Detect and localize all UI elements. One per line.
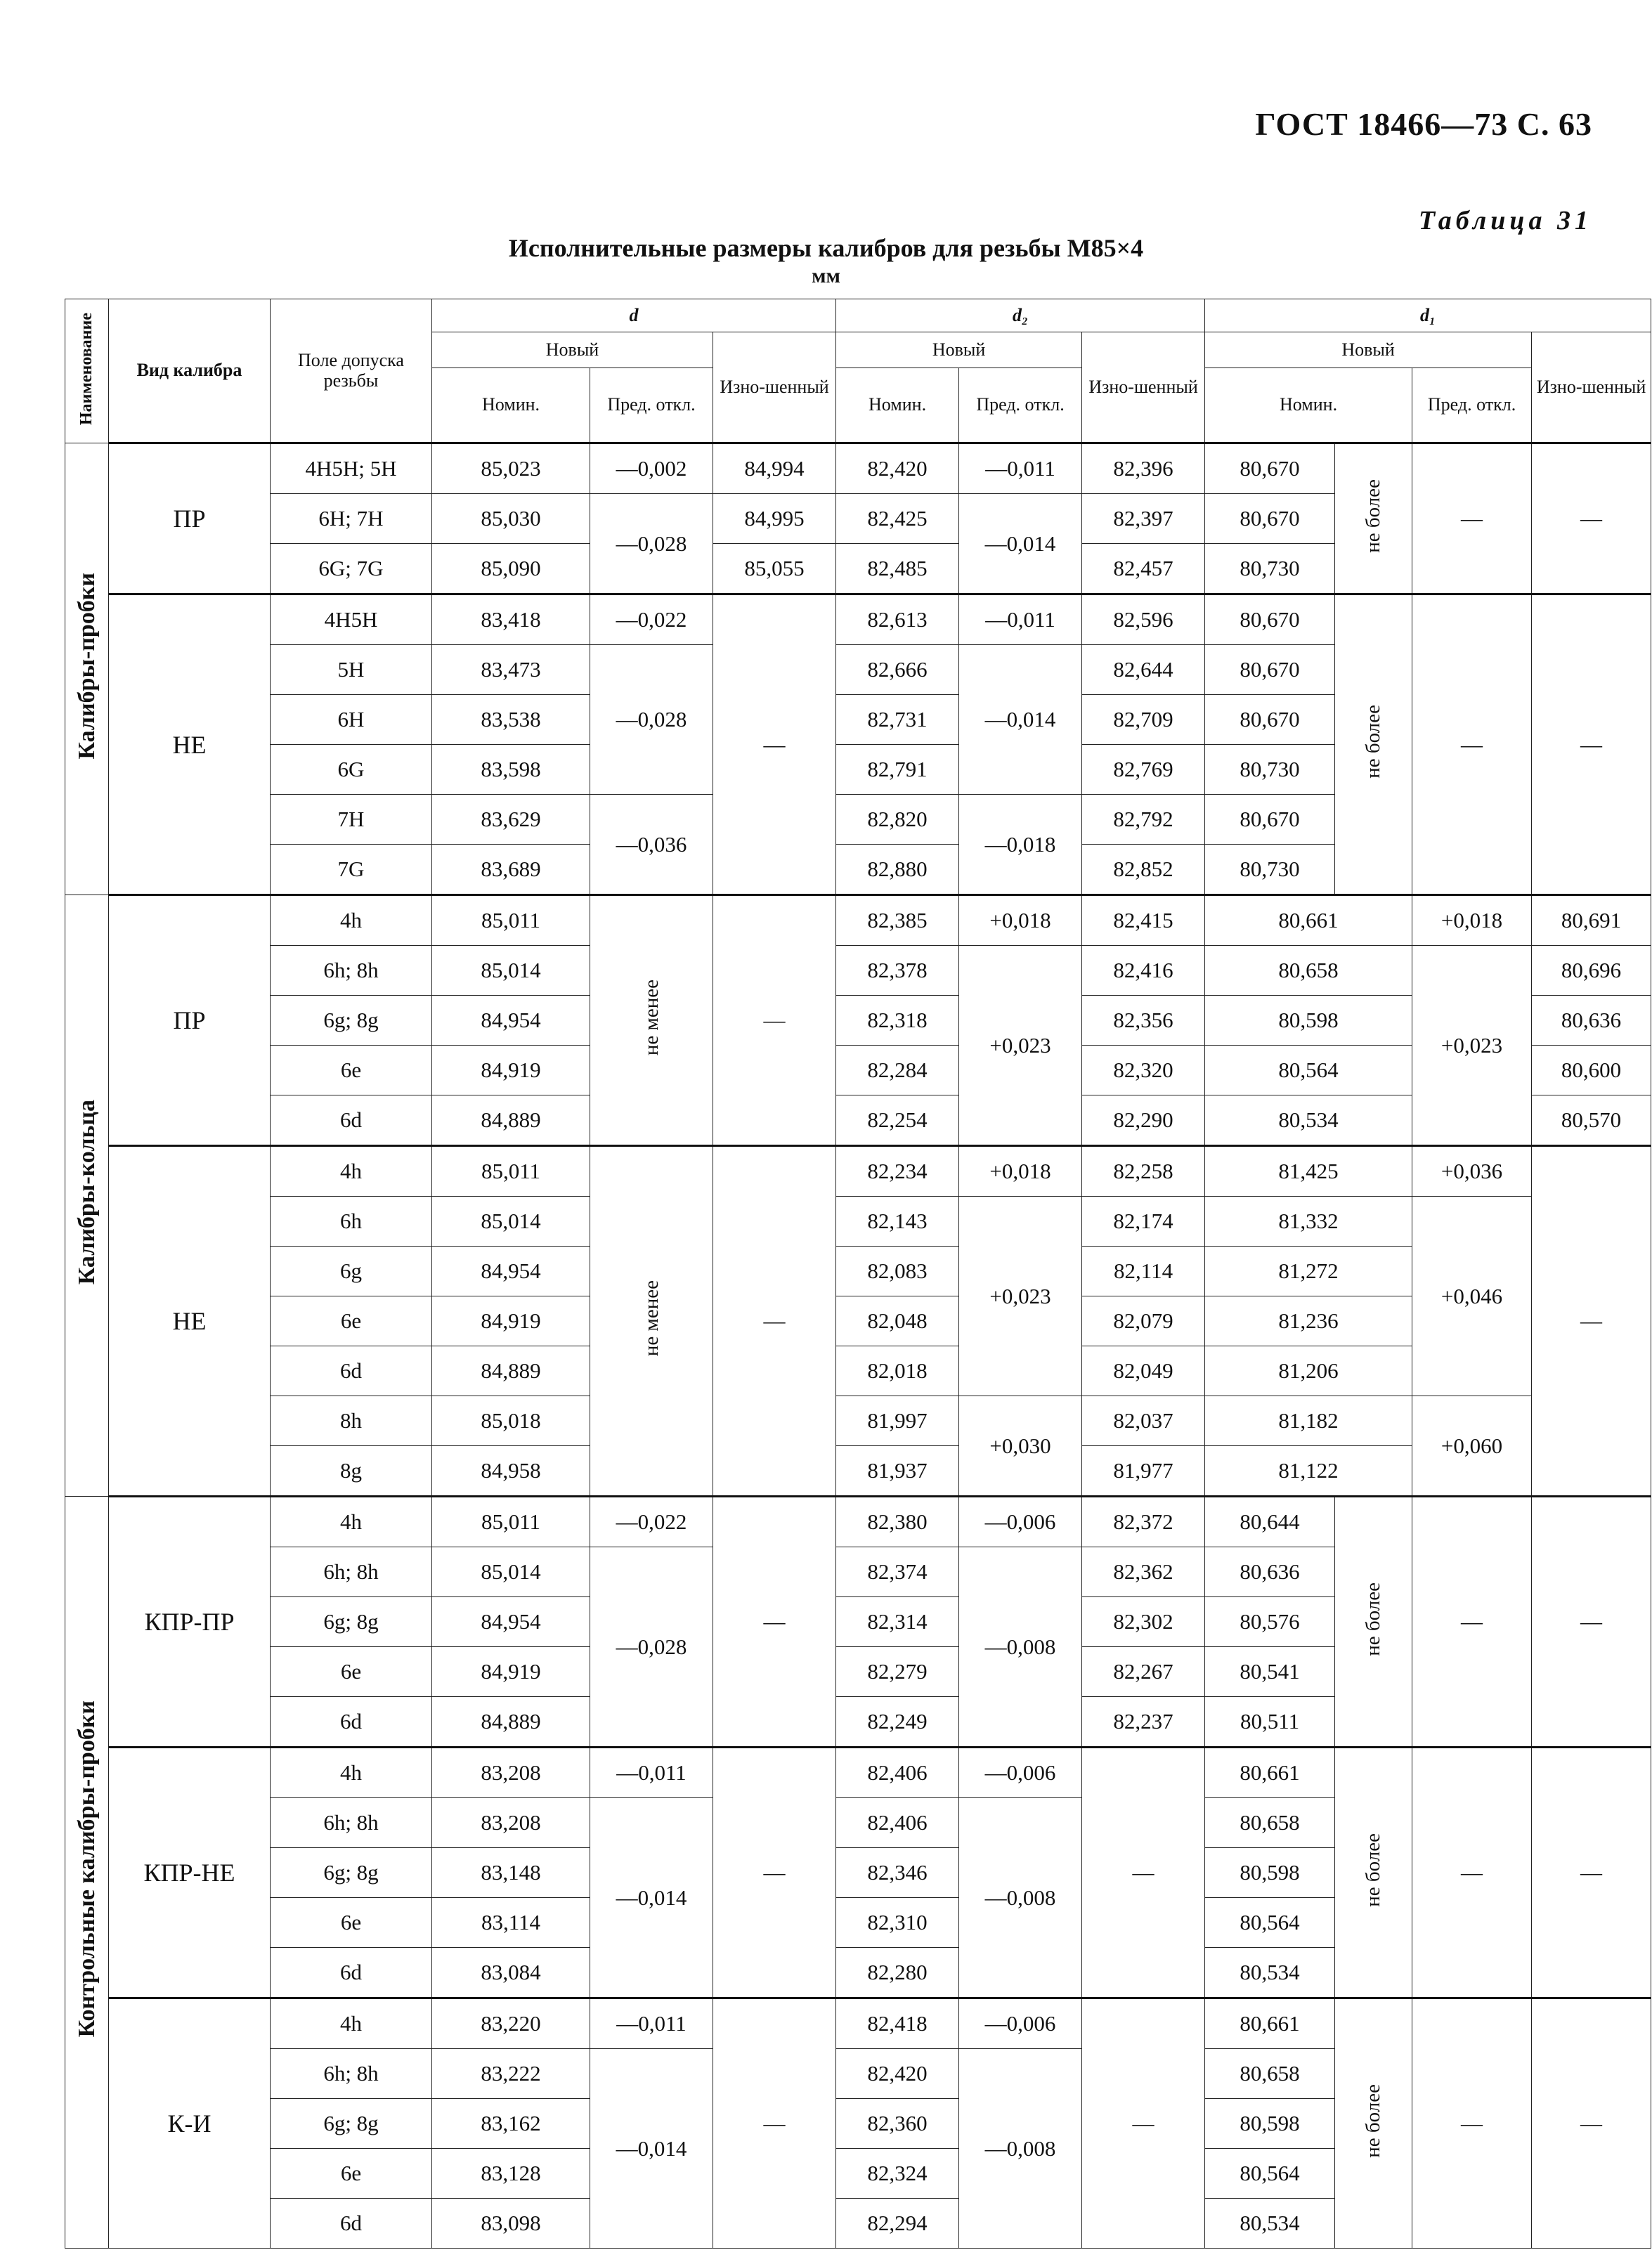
d2-worn: 82,769 xyxy=(1082,745,1205,795)
d-deviation: —0,014 xyxy=(590,2049,713,2249)
d2-worn: 82,709 xyxy=(1082,695,1205,745)
d2-nominal: 82,318 xyxy=(836,996,959,1046)
tolerance-cell: 4h xyxy=(271,1998,432,2049)
d2-nominal: 82,880 xyxy=(836,845,959,895)
table-row xyxy=(65,1748,1651,1798)
d1-worn: 80,570 xyxy=(1532,1095,1651,1146)
d1-nominal: 80,670 xyxy=(1205,695,1335,745)
d2-worn: 82,362 xyxy=(1082,1547,1205,1597)
d2-nominal: 82,406 xyxy=(836,1798,959,1848)
header-d1-deviation: Пред. откл. xyxy=(1412,368,1532,443)
d-nominal: 85,011 xyxy=(432,895,590,946)
d2-deviation: —0,014 xyxy=(959,494,1082,594)
table-row xyxy=(65,1998,1651,2049)
table-unit: мм xyxy=(812,264,840,287)
d2-worn: 82,415 xyxy=(1082,895,1205,946)
d1-nominal: 81,332 xyxy=(1205,1197,1412,1247)
d2-worn: 82,792 xyxy=(1082,795,1205,845)
d2-worn: 82,397 xyxy=(1082,494,1205,544)
tolerance-cell: 6e xyxy=(271,1898,432,1948)
d2-nominal: 82,360 xyxy=(836,2099,959,2149)
d1-nominal: 80,564 xyxy=(1205,2149,1335,2199)
tolerance-cell: 6e xyxy=(271,2149,432,2199)
d2-nominal: 82,083 xyxy=(836,1247,959,1296)
d1-deviation: — xyxy=(1412,443,1532,594)
d-worn: 84,994 xyxy=(713,443,836,494)
table-row xyxy=(65,946,1651,996)
d1-nominal: 81,206 xyxy=(1205,1346,1412,1396)
d-nominal: 83,689 xyxy=(432,845,590,895)
d2-nominal: 82,406 xyxy=(836,1748,959,1798)
d2-worn: — xyxy=(1082,1998,1205,2249)
d2-worn: 82,372 xyxy=(1082,1497,1205,1547)
tolerance-cell: 6G; 7G xyxy=(271,544,432,594)
d1-nominal: 80,670 xyxy=(1205,443,1335,494)
d2-nominal: 82,791 xyxy=(836,745,959,795)
d1-note: не более xyxy=(1335,1497,1412,1748)
d2-deviation: —0,018 xyxy=(959,795,1082,895)
d1-worn: — xyxy=(1532,1497,1651,1748)
header-d-worn: Изно-шенный xyxy=(713,332,836,443)
d2-nominal: 82,820 xyxy=(836,795,959,845)
d1-note: не более xyxy=(1335,594,1412,895)
d2-deviation: —0,008 xyxy=(959,1547,1082,1748)
tolerance-cell: 6g; 8g xyxy=(271,1597,432,1647)
d1-nominal: 81,182 xyxy=(1205,1396,1412,1446)
table-title xyxy=(0,233,1652,288)
d2-nominal: 82,378 xyxy=(836,946,959,996)
d2-worn: 82,258 xyxy=(1082,1146,1205,1197)
d-nominal: 84,954 xyxy=(432,1247,590,1296)
d1-nominal: 80,534 xyxy=(1205,2199,1335,2249)
group-label: Контрольные калибры-пробки xyxy=(65,1497,109,2249)
d2-deviation: —0,014 xyxy=(959,645,1082,795)
d2-nominal: 82,284 xyxy=(836,1046,959,1095)
d2-worn: 82,302 xyxy=(1082,1597,1205,1647)
kind-label: НЕ xyxy=(109,594,271,895)
d2-worn: 82,852 xyxy=(1082,845,1205,895)
header-kind: Вид калибра xyxy=(109,299,271,443)
page-header: ГОСТ 18466—73 С. 63 xyxy=(1255,106,1592,142)
tolerance-cell: 6d xyxy=(271,1095,432,1146)
d-deviation: —0,036 xyxy=(590,795,713,895)
d1-nominal: 80,644 xyxy=(1205,1497,1335,1547)
d2-deviation: —0,006 xyxy=(959,1748,1082,1798)
d1-deviation: — xyxy=(1412,594,1532,895)
d2-nominal: 82,234 xyxy=(836,1146,959,1197)
d1-nominal: 80,670 xyxy=(1205,645,1335,695)
d2-worn: 82,457 xyxy=(1082,544,1205,594)
d2-nominal: 81,997 xyxy=(836,1396,959,1446)
d2-deviation: +0,023 xyxy=(959,1197,1082,1396)
d1-worn: 80,636 xyxy=(1532,996,1651,1046)
d2-worn: 82,644 xyxy=(1082,645,1205,695)
tolerance-cell: 4h xyxy=(271,895,432,946)
kind-label: КПР-ПР xyxy=(109,1497,271,1748)
d2-nominal: 82,324 xyxy=(836,2149,959,2199)
d1-nominal: 81,272 xyxy=(1205,1247,1412,1296)
calibers-table xyxy=(65,299,1651,2249)
d1-deviation: — xyxy=(1412,1497,1532,1748)
d1-worn: 80,691 xyxy=(1532,895,1651,946)
kind-label: ПР xyxy=(109,895,271,1146)
d2-nominal: 82,280 xyxy=(836,1948,959,1998)
d1-nominal: 80,730 xyxy=(1205,544,1335,594)
d2-nominal: 82,420 xyxy=(836,443,959,494)
d2-deviation: —0,011 xyxy=(959,443,1082,494)
d2-worn: 81,977 xyxy=(1082,1446,1205,1497)
d-nominal: 83,084 xyxy=(432,1948,590,1998)
d2-worn: — xyxy=(1082,1748,1205,1998)
d-nominal: 84,954 xyxy=(432,1597,590,1647)
tolerance-cell: 7H xyxy=(271,795,432,845)
header-d1-nominal: Номин. xyxy=(1205,368,1412,443)
d1-note: не более xyxy=(1335,1998,1412,2249)
header-tolerance: Поле допуска резьбы xyxy=(271,299,432,443)
d2-worn: 82,416 xyxy=(1082,946,1205,996)
d1-nominal: 80,661 xyxy=(1205,895,1412,946)
d1-nominal: 80,598 xyxy=(1205,1848,1335,1898)
d-nominal: 83,162 xyxy=(432,2099,590,2149)
tolerance-cell: 6h xyxy=(271,1197,432,1247)
d2-worn: 82,237 xyxy=(1082,1697,1205,1748)
kind-label: К-И xyxy=(109,1998,271,2249)
d1-nominal: 81,236 xyxy=(1205,1296,1412,1346)
d1-worn: 80,696 xyxy=(1532,946,1651,996)
tolerance-cell: 6g; 8g xyxy=(271,2099,432,2149)
d-nominal: 85,023 xyxy=(432,443,590,494)
d2-nominal: 82,279 xyxy=(836,1647,959,1697)
kind-label: ПР xyxy=(109,443,271,594)
d-nominal: 83,114 xyxy=(432,1898,590,1948)
d1-worn: — xyxy=(1532,594,1651,895)
d2-nominal: 82,666 xyxy=(836,645,959,695)
group-label: Калибры-пробки xyxy=(65,443,109,895)
d1-worn: 80,600 xyxy=(1532,1046,1651,1095)
d-deviation: —0,002 xyxy=(590,443,713,494)
d2-nominal: 82,249 xyxy=(836,1697,959,1748)
header-d1: d₁ xyxy=(1205,299,1651,332)
d2-nominal: 82,425 xyxy=(836,494,959,544)
d2-nominal: 82,310 xyxy=(836,1898,959,1948)
d-nominal: 84,954 xyxy=(432,996,590,1046)
d2-deviation: —0,006 xyxy=(959,1497,1082,1547)
d2-worn: 82,396 xyxy=(1082,443,1205,494)
table-row xyxy=(65,1396,1651,1446)
header-d2-deviation: Пред. откл. xyxy=(959,368,1082,443)
d2-nominal: 82,314 xyxy=(836,1597,959,1647)
d-note: не менее xyxy=(590,895,713,1146)
d-nominal: 85,018 xyxy=(432,1396,590,1446)
d-deviation: —0,028 xyxy=(590,645,713,795)
tolerance-cell: 6d xyxy=(271,2199,432,2249)
tolerance-cell: 8h xyxy=(271,1396,432,1446)
tolerance-cell: 6g; 8g xyxy=(271,996,432,1046)
d-worn: — xyxy=(713,594,836,895)
tolerance-cell: 4h xyxy=(271,1748,432,1798)
tolerance-cell: 4h xyxy=(271,1497,432,1547)
d2-nominal: 82,731 xyxy=(836,695,959,745)
d-worn: — xyxy=(713,1998,836,2249)
tolerance-cell: 6e xyxy=(271,1647,432,1697)
d-nominal: 83,128 xyxy=(432,2149,590,2199)
d1-nominal: 80,661 xyxy=(1205,1748,1335,1798)
d2-nominal: 82,418 xyxy=(836,1998,959,2049)
d1-deviation: — xyxy=(1412,1998,1532,2249)
header-d2: d₂ xyxy=(836,299,1205,332)
tolerance-cell: 6G xyxy=(271,745,432,795)
d1-note: не более xyxy=(1335,1748,1412,1998)
header-d: d xyxy=(432,299,836,332)
header-d2-worn: Изно-шенный xyxy=(1082,332,1205,443)
d-nominal: 83,208 xyxy=(432,1798,590,1848)
d-nominal: 83,473 xyxy=(432,645,590,695)
d-worn: 84,995 xyxy=(713,494,836,544)
d2-deviation: —0,011 xyxy=(959,594,1082,645)
tolerance-cell: 6h; 8h xyxy=(271,1547,432,1597)
d2-nominal: 82,143 xyxy=(836,1197,959,1247)
tolerance-cell: 6d xyxy=(271,1948,432,1998)
tolerance-cell: 6e xyxy=(271,1296,432,1346)
d1-deviation: +0,060 xyxy=(1412,1396,1532,1497)
d2-nominal: 81,937 xyxy=(836,1446,959,1497)
group-label: Калибры-кольца xyxy=(65,895,109,1497)
tolerance-cell: 6e xyxy=(271,1046,432,1095)
d2-nominal: 82,485 xyxy=(836,544,959,594)
header-d1-new: Новый xyxy=(1205,332,1532,368)
d-nominal: 83,418 xyxy=(432,594,590,645)
table-row xyxy=(65,443,1651,494)
d-deviation: —0,022 xyxy=(590,594,713,645)
header-d2-new: Новый xyxy=(836,332,1082,368)
d1-nominal: 80,670 xyxy=(1205,494,1335,544)
d-deviation: —0,028 xyxy=(590,1547,713,1748)
d1-nominal: 80,564 xyxy=(1205,1046,1412,1095)
tolerance-cell: 6h; 8h xyxy=(271,2049,432,2099)
table-row xyxy=(65,895,1651,946)
table-title-text: Исполнительные размеры калибров для резьбы М85×4 xyxy=(508,234,1144,262)
table-body xyxy=(65,443,1651,2249)
d-worn: — xyxy=(713,895,836,1146)
d2-worn: 82,079 xyxy=(1082,1296,1205,1346)
tolerance-cell: 6g xyxy=(271,1247,432,1296)
d-nominal: 83,538 xyxy=(432,695,590,745)
d1-nominal: 80,534 xyxy=(1205,1948,1335,1998)
d-note: не менее xyxy=(590,1146,713,1497)
d1-worn: — xyxy=(1532,443,1651,594)
d1-deviation: +0,046 xyxy=(1412,1197,1532,1396)
d2-nominal: 82,018 xyxy=(836,1346,959,1396)
tolerance-cell: 6d xyxy=(271,1346,432,1396)
d2-worn: 82,174 xyxy=(1082,1197,1205,1247)
d-deviation: —0,014 xyxy=(590,1798,713,1998)
d2-nominal: 82,254 xyxy=(836,1095,959,1146)
d1-nominal: 80,576 xyxy=(1205,1597,1335,1647)
d1-nominal: 80,658 xyxy=(1205,1798,1335,1848)
d-nominal: 83,148 xyxy=(432,1848,590,1898)
d2-nominal: 82,374 xyxy=(836,1547,959,1597)
d-nominal: 85,011 xyxy=(432,1497,590,1547)
d2-worn: 82,596 xyxy=(1082,594,1205,645)
d1-nominal: 80,730 xyxy=(1205,845,1335,895)
d-deviation: —0,028 xyxy=(590,494,713,594)
d-nominal: 85,030 xyxy=(432,494,590,544)
d1-deviation: — xyxy=(1412,1748,1532,1998)
d-nominal: 83,598 xyxy=(432,745,590,795)
d2-nominal: 82,294 xyxy=(836,2199,959,2249)
header-d2-nominal: Номин. xyxy=(836,368,959,443)
d1-nominal: 80,511 xyxy=(1205,1697,1335,1748)
d1-nominal: 80,541 xyxy=(1205,1647,1335,1697)
d1-nominal: 80,598 xyxy=(1205,996,1412,1046)
kind-label: КПР-НЕ xyxy=(109,1748,271,1998)
d2-worn: 82,356 xyxy=(1082,996,1205,1046)
d1-nominal: 80,658 xyxy=(1205,2049,1335,2099)
header-d-deviation: Пред. откл. xyxy=(590,368,713,443)
header-d-nominal: Номин. xyxy=(432,368,590,443)
d-nominal: 84,919 xyxy=(432,1046,590,1095)
d1-deviation: +0,036 xyxy=(1412,1146,1532,1197)
d-nominal: 84,889 xyxy=(432,1346,590,1396)
d2-worn: 82,290 xyxy=(1082,1095,1205,1146)
d-nominal: 85,014 xyxy=(432,946,590,996)
d1-nominal: 80,564 xyxy=(1205,1898,1335,1948)
tolerance-cell: 6g; 8g xyxy=(271,1848,432,1898)
d-worn: 85,055 xyxy=(713,544,836,594)
tolerance-cell: 5H xyxy=(271,645,432,695)
d-nominal: 84,919 xyxy=(432,1647,590,1697)
d1-nominal: 80,670 xyxy=(1205,795,1335,845)
d1-deviation: +0,018 xyxy=(1412,895,1532,946)
tolerance-cell: 4h xyxy=(271,1146,432,1197)
d1-deviation: +0,023 xyxy=(1412,946,1532,1146)
d2-deviation: +0,023 xyxy=(959,946,1082,1146)
d-nominal: 83,222 xyxy=(432,2049,590,2099)
d1-nominal: 80,598 xyxy=(1205,2099,1335,2149)
d-nominal: 83,629 xyxy=(432,795,590,845)
table-number: Таблица 31 xyxy=(1418,206,1592,235)
table-row xyxy=(65,1497,1651,1547)
d1-nominal: 80,670 xyxy=(1205,594,1335,645)
d1-note: не более xyxy=(1335,443,1412,594)
tolerance-cell: 4H5H; 5H xyxy=(271,443,432,494)
d-nominal: 83,208 xyxy=(432,1748,590,1798)
d-nominal: 84,889 xyxy=(432,1697,590,1748)
tolerance-cell: 7G xyxy=(271,845,432,895)
tolerance-cell: 6d xyxy=(271,1697,432,1748)
tolerance-cell: 8g xyxy=(271,1446,432,1497)
d2-nominal: 82,420 xyxy=(836,2049,959,2099)
d1-nominal: 80,730 xyxy=(1205,745,1335,795)
d-deviation: —0,011 xyxy=(590,1998,713,2049)
d2-worn: 82,037 xyxy=(1082,1396,1205,1446)
table-row xyxy=(65,594,1651,645)
d-worn: — xyxy=(713,1497,836,1748)
d1-nominal: 80,534 xyxy=(1205,1095,1412,1146)
d1-worn: — xyxy=(1532,1146,1651,1497)
d1-nominal: 81,425 xyxy=(1205,1146,1412,1197)
d2-worn: 82,320 xyxy=(1082,1046,1205,1095)
d1-nominal: 80,658 xyxy=(1205,946,1412,996)
d1-nominal: 81,122 xyxy=(1205,1446,1412,1497)
header-d-new: Новый xyxy=(432,332,713,368)
d2-nominal: 82,346 xyxy=(836,1848,959,1898)
header-d1-worn: Изно-шенный xyxy=(1532,332,1651,443)
table-row xyxy=(65,1197,1651,1247)
d1-worn: — xyxy=(1532,1748,1651,1998)
d2-deviation: —0,006 xyxy=(959,1998,1082,2049)
d-worn: — xyxy=(713,1146,836,1497)
d2-worn: 82,267 xyxy=(1082,1647,1205,1697)
d2-deviation: +0,018 xyxy=(959,1146,1082,1197)
d-nominal: 85,011 xyxy=(432,1146,590,1197)
d-nominal: 83,220 xyxy=(432,1998,590,2049)
d-nominal: 85,014 xyxy=(432,1547,590,1597)
tolerance-cell: 6h; 8h xyxy=(271,946,432,996)
d2-nominal: 82,385 xyxy=(836,895,959,946)
d1-worn: — xyxy=(1532,1998,1651,2249)
tolerance-cell: 6h; 8h xyxy=(271,1798,432,1848)
d2-deviation: —0,008 xyxy=(959,2049,1082,2249)
kind-label: НЕ xyxy=(109,1146,271,1497)
d2-nominal: 82,380 xyxy=(836,1497,959,1547)
d2-nominal: 82,613 xyxy=(836,594,959,645)
tolerance-cell: 6H xyxy=(271,695,432,745)
tolerance-cell: 4H5H xyxy=(271,594,432,645)
d2-deviation: —0,008 xyxy=(959,1798,1082,1998)
table-head xyxy=(65,299,1651,443)
d1-nominal: 80,636 xyxy=(1205,1547,1335,1597)
d2-worn: 82,049 xyxy=(1082,1346,1205,1396)
d-nominal: 85,014 xyxy=(432,1197,590,1247)
d-nominal: 85,090 xyxy=(432,544,590,594)
d2-deviation: +0,018 xyxy=(959,895,1082,946)
table-row xyxy=(65,1146,1651,1197)
d-deviation: —0,022 xyxy=(590,1497,713,1547)
d-worn: — xyxy=(713,1748,836,1998)
d-nominal: 84,889 xyxy=(432,1095,590,1146)
d-deviation: —0,011 xyxy=(590,1748,713,1798)
d2-deviation: +0,030 xyxy=(959,1396,1082,1497)
tolerance-cell: 6H; 7H xyxy=(271,494,432,544)
d2-nominal: 82,048 xyxy=(836,1296,959,1346)
header-name: Наименование xyxy=(65,299,109,443)
d-nominal: 84,919 xyxy=(432,1296,590,1346)
d-nominal: 83,098 xyxy=(432,2199,590,2249)
d-nominal: 84,958 xyxy=(432,1446,590,1497)
d2-worn: 82,114 xyxy=(1082,1247,1205,1296)
d1-nominal: 80,661 xyxy=(1205,1998,1335,2049)
